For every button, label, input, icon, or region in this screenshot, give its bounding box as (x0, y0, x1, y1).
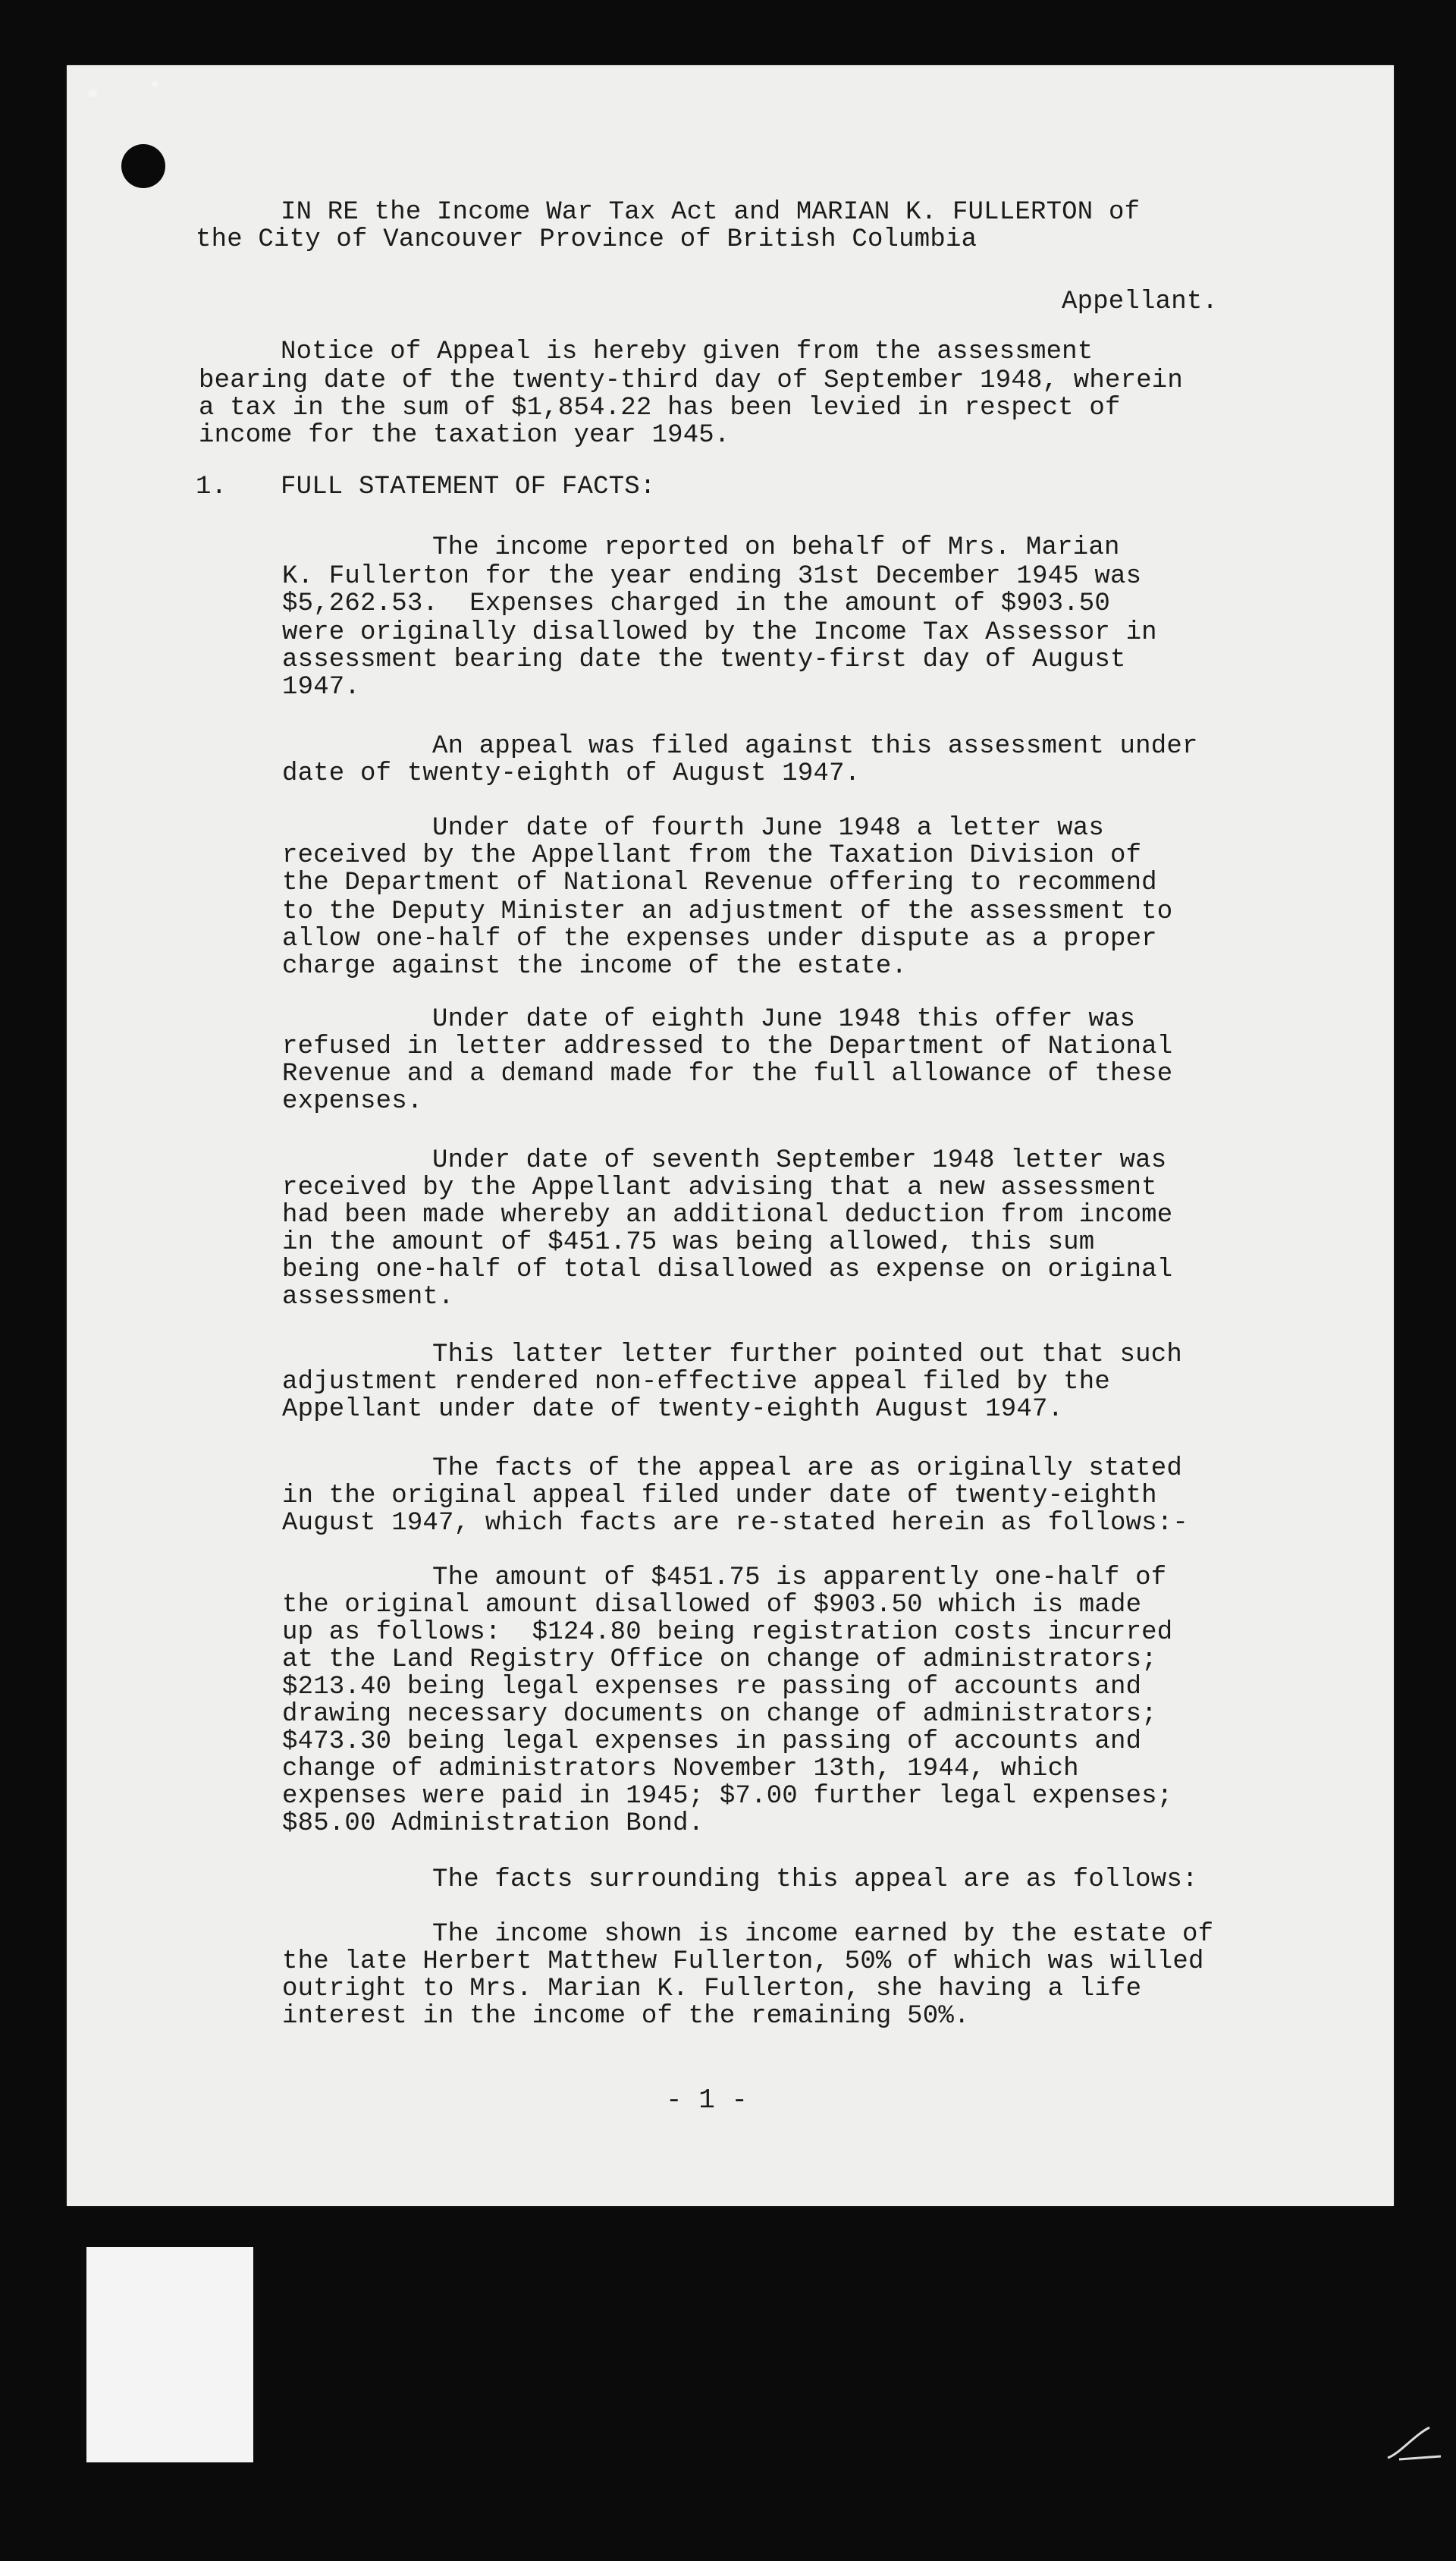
paragraph-7-line-3: August 1947, which facts are re-stated herein as follows:- (282, 1509, 1188, 1538)
paragraph-6-line-2: adjustment rendered non-effective appeal filed by the (282, 1368, 1110, 1397)
document-heading-line-2: the City of Vancouver Province of British Columbia (196, 225, 977, 254)
paragraph-10-line-2: the late Herbert Matthew Fullerton, 50% of which was willed (282, 1947, 1204, 1976)
film-speck (88, 90, 97, 97)
paragraph-2-line-2: date of twenty-eighth of August 1947. (282, 759, 861, 788)
paragraph-1-line-4: were originally disallowed by the Income Tax Assessor in (282, 618, 1157, 647)
paragraph-3-line-1: Under date of fourth June 1948 a letter was (432, 814, 1104, 843)
paragraph-2-line-1: An appeal was filed against this assessment under (432, 732, 1198, 761)
paragraph-7-line-1: The facts of the appeal are as originally stated (432, 1454, 1182, 1483)
section-title: FULL STATEMENT OF FACTS: (281, 473, 656, 501)
paragraph-1-line-2: K. Fullerton for the year ending 31st December 1945 was (282, 562, 1142, 591)
paragraph-3-line-3: the Department of National Revenue offering to recommend (282, 869, 1157, 897)
paragraph-4-line-3: Revenue and a demand made for the full allowance of these (282, 1060, 1173, 1089)
paragraph-10-line-1: The income shown is income earned by the estate of (432, 1920, 1214, 1949)
notice-line-4: income for the taxation year 1945. (199, 421, 730, 450)
paragraph-8-line-9: expenses were paid in 1945; $7.00 further legal expenses; (282, 1782, 1173, 1811)
punch-hole (121, 144, 165, 188)
paragraph-4-line-2: refused in letter addressed to the Department of National (282, 1032, 1173, 1061)
section-number: 1. (196, 473, 228, 501)
paragraph-10-line-3: outright to Mrs. Marian K. Fullerton, she having a life (282, 1975, 1142, 2003)
film-speck (152, 80, 158, 87)
paragraph-8-line-7: $473.30 being legal expenses in passing of accounts and (282, 1727, 1142, 1756)
paragraph-5-line-4: in the amount of $451.75 was being allowed, this sum (282, 1228, 1095, 1257)
paragraph-3-line-5: allow one-half of the expenses under dispute as a proper (282, 925, 1157, 954)
paragraph-5-line-6: assessment. (282, 1283, 454, 1312)
paragraph-8-line-8: change of administrators November 13th, 1944, which (282, 1755, 1079, 1783)
paragraph-8-line-3: up as follows: $124.80 being registration costs incurred (282, 1618, 1173, 1647)
paragraph-6-line-3: Appellant under date of twenty-eighth August 1947. (282, 1395, 1064, 1424)
paragraph-5-line-5: being one-half of total disallowed as expense on original (282, 1255, 1173, 1284)
appellant-label: Appellant. (1062, 288, 1219, 316)
document-heading-line-1: IN RE the Income War Tax Act and MARIAN K. FULLERTON of (281, 198, 1141, 227)
paragraph-1-line-5: assessment bearing date the twenty-first day of August (282, 646, 1126, 674)
paragraph-4-line-1: Under date of eighth June 1948 this offer was (432, 1005, 1136, 1034)
notice-line-2: bearing date of the twenty-third day of September 1948, wherein (199, 366, 1184, 395)
notice-line-1: Notice of Appeal is hereby given from the assessment (281, 338, 1094, 366)
paragraph-7-line-2: in the original appeal filed under date of twenty-eighth (282, 1482, 1157, 1510)
paragraph-5-line-1: Under date of seventh September 1948 letter was (432, 1146, 1167, 1175)
paragraph-8-line-6: drawing necessary documents on change of administrators; (282, 1700, 1157, 1729)
paragraph-3-line-2: received by the Appellant from the Taxation Division of (282, 841, 1142, 870)
notice-line-3: a tax in the sum of $1,854.22 has been levied in respect of (199, 394, 1121, 423)
paragraph-1-line-6: 1947. (282, 673, 361, 702)
page-number: - 1 - (666, 2085, 748, 2116)
paragraph-8-line-4: at the Land Registry Office on change of administrators; (282, 1645, 1157, 1674)
paragraph-1-line-3: $5,262.53. Expenses charged in the amount of $903.50 (282, 589, 1110, 618)
paragraph-4-line-4: expenses. (282, 1087, 423, 1116)
paragraph-3-line-4: to the Deputy Minister an adjustment of the assessment to (282, 897, 1173, 926)
paragraph-3-line-6: charge against the income of the estate. (282, 952, 908, 981)
film-edge-mark (1384, 2412, 1445, 2473)
film-label-card (86, 2247, 253, 2462)
paragraph-10-line-4: interest in the income of the remaining 50%. (282, 2002, 970, 2031)
paragraph-8-line-10: $85.00 Administration Bond. (282, 1809, 704, 1838)
paragraph-8-line-5: $213.40 being legal expenses re passing of accounts and (282, 1673, 1142, 1702)
paragraph-6-line-1: This latter letter further pointed out that such (432, 1340, 1182, 1369)
paragraph-8-line-2: the original amount disallowed of $903.50 which is made (282, 1591, 1142, 1620)
paragraph-5-line-2: received by the Appellant advising that a new assessment (282, 1174, 1157, 1202)
paragraph-1-line-1: The income reported on behalf of Mrs. Marian (432, 533, 1120, 562)
paragraph-8-line-1: The amount of $451.75 is apparently one-half of (432, 1563, 1167, 1592)
paragraph-5-line-3: had been made whereby an additional deduction from income (282, 1201, 1173, 1230)
paragraph-9-line-1: The facts surrounding this appeal are as follows: (432, 1865, 1198, 1894)
